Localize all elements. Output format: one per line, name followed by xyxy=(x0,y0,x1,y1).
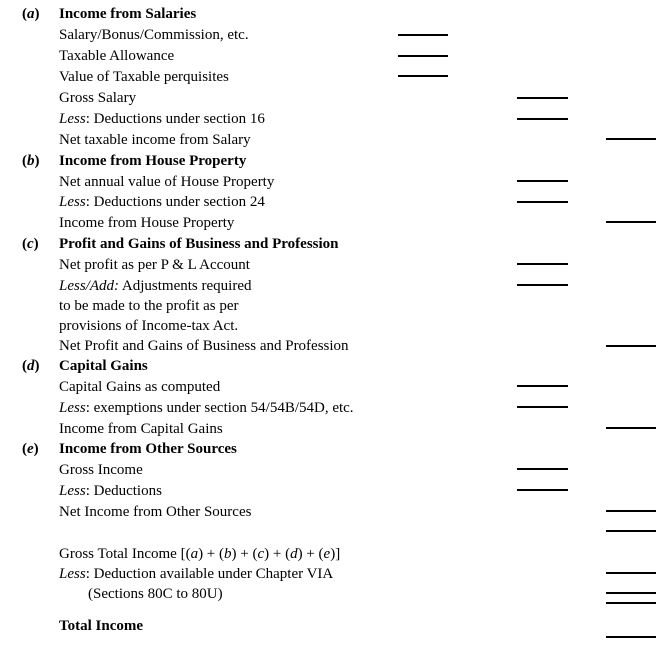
section-b-label: (b) xyxy=(22,153,40,169)
exemptions-line: Less: exemptions under section 54/54B/54D, etc. xyxy=(59,400,354,416)
net-profit-line: Net profit as per P & L Account xyxy=(59,257,250,273)
section-24-line: Less: Deductions under section 24 xyxy=(59,194,265,210)
gross-income-line: Gross Income xyxy=(59,462,143,478)
sections-80c-80u-line: (Sections 80C to 80U) xyxy=(88,586,223,602)
gross-salary-line: Gross Salary xyxy=(59,90,137,106)
total-income-line: Total Income xyxy=(59,618,144,634)
house-property-income-line: Income from House Property xyxy=(59,215,235,231)
blank-line xyxy=(517,118,568,120)
other-sources-income-line: Net Income from Other Sources xyxy=(59,504,252,520)
blank-line xyxy=(517,406,568,408)
section-c-label: (c) xyxy=(22,236,39,252)
blank-line xyxy=(517,489,568,491)
blank-line xyxy=(398,75,448,77)
blank-line xyxy=(517,284,568,286)
blank-line xyxy=(606,602,656,604)
annual-value-line: Net annual value of House Property xyxy=(59,174,275,190)
section-d-label: (d) xyxy=(22,358,40,374)
section-a-title: Income from Salaries xyxy=(59,6,197,22)
net-business-income-line: Net Profit and Gains of Business and Profession xyxy=(59,338,349,354)
section-b-title: Income from House Property xyxy=(59,153,247,169)
perquisites-line: Value of Taxable perquisites xyxy=(59,69,229,85)
blank-line xyxy=(606,530,656,532)
adjustments-line-3: provisions of Income-tax Act. xyxy=(59,318,239,334)
salary-line: Salary/Bonus/Commission, etc. xyxy=(59,27,249,43)
salary-deductions-line: Less: Deductions under section 16 xyxy=(59,111,265,127)
capital-gains-computed-line: Capital Gains as computed xyxy=(59,379,221,395)
blank-line xyxy=(517,201,568,203)
section-c-title: Profit and Gains of Business and Profession xyxy=(59,236,339,252)
chapter-via-deduction-line: Less: Deduction available under Chapter VIA xyxy=(59,566,334,582)
section-a-label: (a) xyxy=(22,6,40,22)
blank-line xyxy=(606,221,656,223)
blank-line xyxy=(517,180,568,182)
capital-gains-income-line: Income from Capital Gains xyxy=(59,421,223,437)
taxable-allowance-line: Taxable Allowance xyxy=(59,48,175,64)
blank-line xyxy=(517,263,568,265)
adjustments-line-2: to be made to the profit as per xyxy=(59,298,239,314)
blank-line xyxy=(606,592,656,594)
section-e-title: Income from Other Sources xyxy=(59,441,237,457)
other-deductions-line: Less: Deductions xyxy=(59,483,162,499)
gross-total-income-line: Gross Total Income [(a) + (b) + (c) + (d) + (e)] xyxy=(59,546,341,562)
section-e-label: (e) xyxy=(22,441,39,457)
blank-line xyxy=(398,34,448,36)
blank-line xyxy=(606,510,656,512)
blank-line xyxy=(517,468,568,470)
adjustments-line: Less/Add: Adjustments required xyxy=(59,278,252,294)
blank-line xyxy=(398,55,448,57)
blank-line xyxy=(517,385,568,387)
blank-line xyxy=(517,97,568,99)
blank-line xyxy=(606,636,656,638)
section-d-title: Capital Gains xyxy=(59,358,148,374)
blank-line xyxy=(606,138,656,140)
blank-line xyxy=(606,427,656,429)
net-salary-line: Net taxable income from Salary xyxy=(59,132,251,148)
blank-line xyxy=(606,345,656,347)
blank-line xyxy=(606,572,656,574)
